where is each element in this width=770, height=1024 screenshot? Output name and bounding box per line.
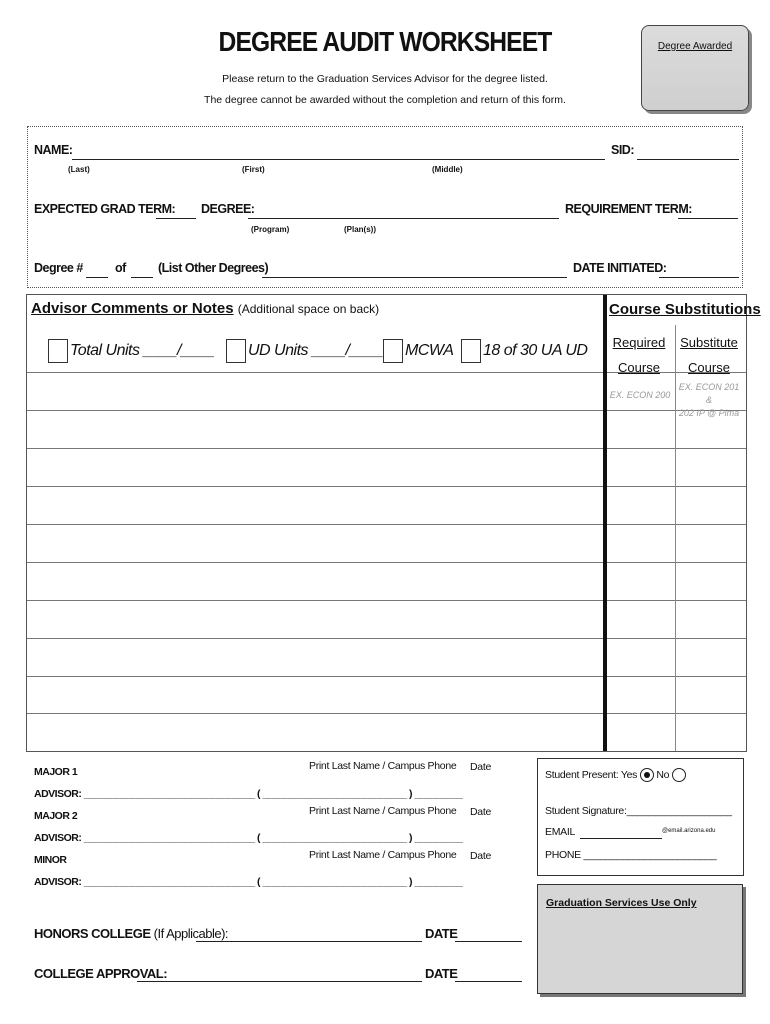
college-approval-label: COLLEGE APPROVAL: [34,966,168,981]
substitute-course-header [676,330,742,380]
email-field[interactable] [580,826,662,839]
page-title: DEGREE AUDIT WORKSHEET [218,26,552,57]
mcwa-check[interactable] [383,339,453,363]
date-label: Date [470,806,491,818]
middle-caption: (Middle) [432,165,463,174]
grid-row-line [27,410,746,411]
degree-total-field[interactable] [131,260,153,278]
required-course-header [606,330,672,380]
check-label: 18 of 30 UA UD [483,342,588,360]
name-field[interactable] [72,142,605,160]
substitute-example-line: EX. ECON 201 & [678,382,740,405]
list-other-label: (List Other Degrees) [158,261,269,275]
date-initiated-label: DATE INITIATED: [573,261,667,275]
degree-number-label: Degree # [34,261,83,275]
phone-field[interactable]: PHONE ________________________ [545,849,717,861]
check-label: UD Units ____/____ [248,342,384,360]
requirement-term-field[interactable] [678,201,738,219]
requirement-term-label: REQUIREMENT TERM: [565,202,692,216]
ua-ud-check[interactable] [461,339,587,363]
advisor-comments-heading [31,300,379,317]
course-label: Course [618,360,660,375]
minor-advisor-line[interactable]: ADVISOR: ________________________________ ( ___________________________ ) _________ [34,876,463,888]
grid-row-line [27,600,746,601]
no-label: No [656,768,670,781]
checkbox[interactable] [461,339,481,363]
course-label: Course [688,360,730,375]
minor-label: MINOR [34,854,67,866]
first-caption: (First) [242,165,265,174]
ud-units-check[interactable] [226,339,383,363]
program-caption: (Program) [251,225,290,234]
sid-label: SID: [611,143,634,157]
last-caption: (Last) [68,165,90,174]
date-label: Date [470,850,491,862]
major2-label: MAJOR 2 [34,810,78,822]
grad-term-label: EXPECTED GRAD TERM: [34,202,176,216]
date-initiated-field[interactable] [659,260,739,278]
degree-awarded-box [641,25,749,111]
student-present-row [545,768,686,782]
substitute-example [676,381,742,420]
total-units-check[interactable] [48,339,215,363]
yes-label: Yes [620,768,638,781]
no-radio[interactable] [672,768,686,782]
required-label: Required [612,335,666,350]
email-domain: @email.arizona.edu [662,828,716,834]
checkbox[interactable] [226,339,246,363]
degree-number-field[interactable] [86,260,108,278]
graduation-services-box [537,884,743,994]
check-label: Total Units ____/____ [70,342,215,360]
substitute-label: Substitute [680,335,738,350]
honors-label: HONORS COLLEGE [34,926,151,941]
degree-awarded-label: Degree Awarded [657,41,733,52]
substitute-example-line: 202 IP @ Pima [678,408,740,418]
college-approval-field[interactable] [137,965,422,982]
honors-date-field[interactable] [455,925,522,942]
email-label: EMAIL [545,826,576,838]
required-example: EX. ECON 200 [609,390,671,400]
student-signature-field[interactable]: Student Signature:___________________ [545,805,732,817]
checkbox[interactable] [383,339,403,363]
other-degrees-field[interactable] [262,260,567,278]
print-name-label: Print Last Name / Campus Phone [309,760,457,772]
yes-radio[interactable] [640,768,654,782]
grid-row-line [27,448,746,449]
plans-caption: (Plan(s)) [344,225,376,234]
checkbox[interactable] [48,339,68,363]
instruction-line-2: The degree cannot be awarded without the completion and return of this form. [204,94,566,106]
course-substitutions-heading: Course Substitutions [609,301,761,318]
name-label: NAME: [34,143,73,157]
major2-advisor-line[interactable]: ADVISOR: ________________________________ ( ___________________________ ) _________ [34,832,463,844]
print-name-label: Print Last Name / Campus Phone [309,849,457,861]
date-label: Date [470,761,491,773]
grid-row-line [27,562,746,563]
degree-field[interactable] [248,201,559,219]
honors-signature-field[interactable] [196,925,422,942]
college-date-field[interactable] [455,965,522,982]
instruction-line-1: Please return to the Graduation Services Advisor for the degree listed. [222,73,548,85]
of-label: of [115,261,126,275]
grid-row-line [27,524,746,525]
grid-row-line [27,713,746,714]
print-name-label: Print Last Name / Campus Phone [309,805,457,817]
major1-label: MAJOR 1 [34,766,78,778]
major1-advisor-line[interactable]: ADVISOR: ________________________________ ( ___________________________ ) _________ [34,788,463,800]
college-date-label: DATE [425,966,458,981]
honors-date-label: DATE [425,926,458,941]
sid-field[interactable] [637,142,739,160]
student-present-label: Student Present: [545,768,619,781]
check-label: MCWA [405,342,454,360]
degree-label: DEGREE: [201,202,255,216]
advisor-comments-title: Advisor Comments or Notes [31,300,234,317]
advisor-comments-note: (Additional space on back) [237,302,380,316]
grid-row-line [27,486,746,487]
grad-term-field[interactable] [156,201,196,219]
grid-row-line [27,676,746,677]
grid-row-line [27,638,746,639]
honors-note: (If Applicable): [153,926,229,941]
graduation-services-label: Graduation Services Use Only [546,897,697,909]
